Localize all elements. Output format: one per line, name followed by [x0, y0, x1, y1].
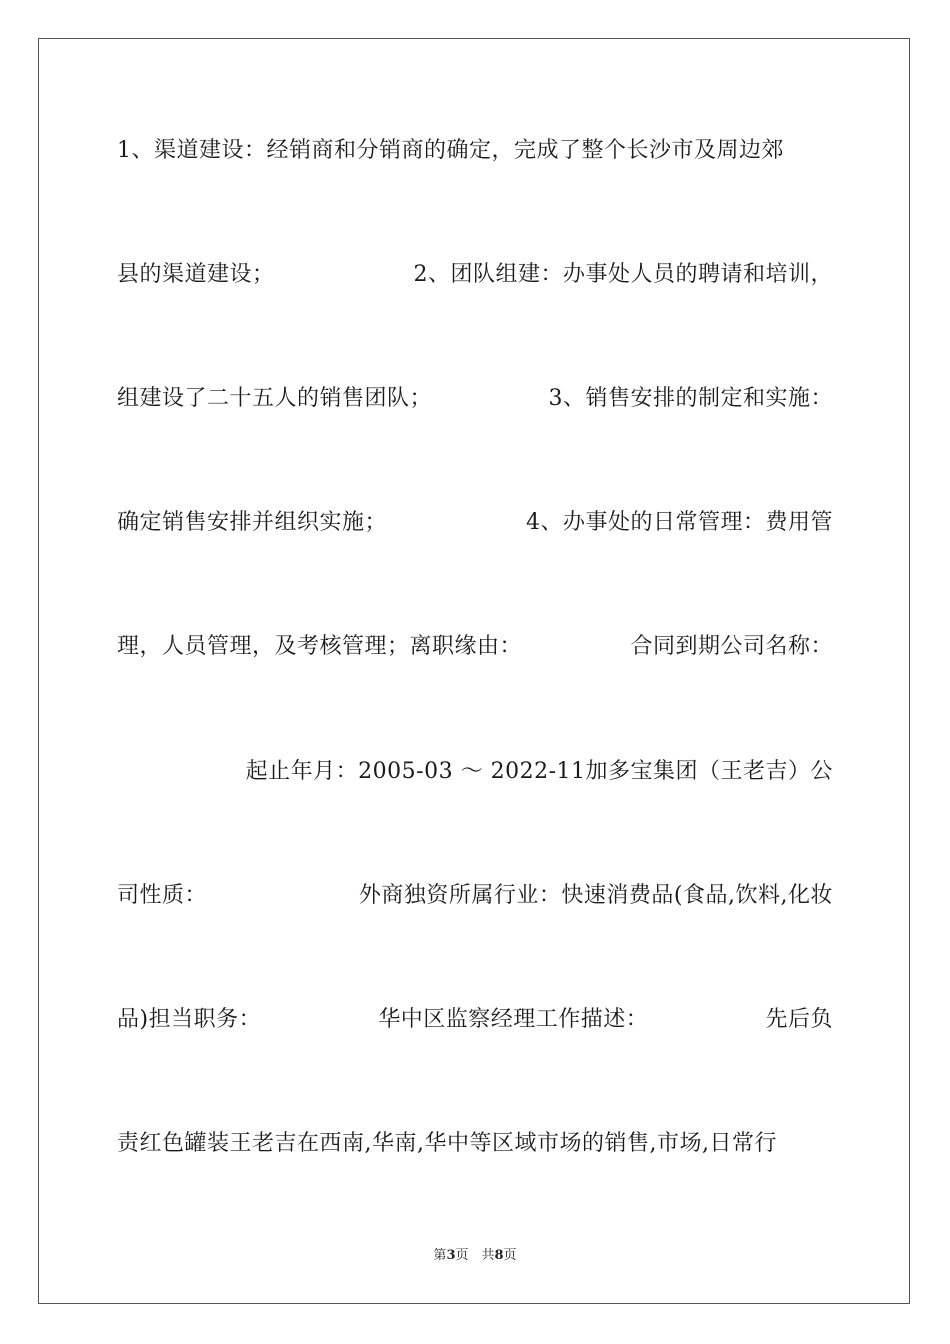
footer-prefix: 第: [433, 1248, 447, 1263]
page-footer: [0, 1248, 950, 1264]
text-line: [117, 260, 833, 290]
text-segment: 外商独资所属行业：快速消费品(食品,饮料,化妆: [358, 883, 833, 908]
text-segment: 华中区监察经理工作描述：: [378, 1007, 649, 1032]
text-line: [117, 508, 833, 538]
footer-current-page: 3: [446, 1248, 456, 1263]
text-line: 责红色罐装王老吉在西南,华南,华中等区域市场的销售,市场,日常行: [117, 1131, 777, 1156]
text-line: [117, 632, 833, 662]
text-line: [117, 384, 833, 414]
text-line: [117, 1005, 833, 1035]
text-segment: 县的渠道建设；: [117, 262, 275, 287]
footer-suffix: 页: [503, 1248, 517, 1263]
text-segment: 4、办事处的日常管理：费用管: [526, 510, 833, 535]
footer-total-pages: 8: [494, 1248, 504, 1263]
text-segment: 先后负: [765, 1007, 833, 1032]
footer-mid: 页 共: [455, 1248, 495, 1263]
text-line: 1、渠道建设：经销商和分销商的确定，完成了整个长沙市及周边郊: [117, 138, 784, 163]
text-segment: 组建设了二十五人的销售团队；: [117, 386, 433, 411]
text-segment: 司性质：: [117, 883, 208, 908]
text-segment: 2、团队组建：办事处人员的聘请和培训，: [413, 262, 833, 287]
text-segment: 品)担当职务：: [117, 1007, 262, 1032]
text-line: 起止年月：2005-03 ～ 2022-11加多宝集团（王老吉）公: [245, 759, 833, 784]
text-segment: 确定销售安排并组织实施；: [117, 510, 388, 535]
text-segment: 合同到期公司名称：: [630, 634, 833, 659]
text-segment: 理，人员管理，及考核管理；离职缘由：: [117, 634, 523, 659]
text-line: [117, 881, 833, 911]
page-border: [38, 38, 910, 1304]
text-segment: 3、销售安排的制定和实施：: [548, 386, 833, 411]
